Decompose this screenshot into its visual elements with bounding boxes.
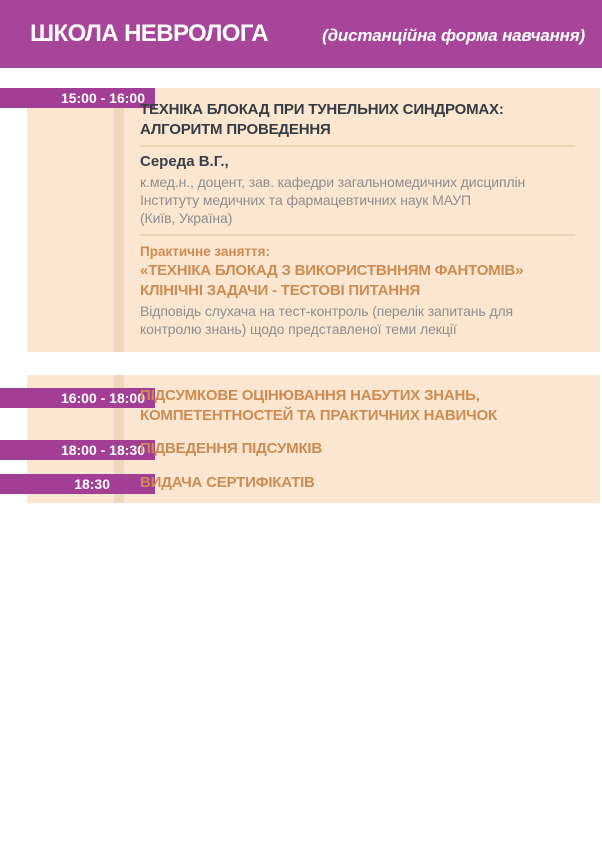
session-time-badge: 15:00 - 16:00 [0, 88, 155, 108]
header-bar [0, 0, 602, 68]
practical-title-line: КЛІНІЧНІ ЗАДАЧИ - ТЕСТОВІ ПИТАННЯ [140, 282, 421, 299]
session-title [140, 100, 592, 140]
closing-time-badge: 18:30 [0, 474, 155, 494]
closing-time-badge: 18:00 - 18:30 [0, 440, 155, 460]
closing-item-title [140, 439, 592, 459]
page-subtitle: (дистанційна форма навчання) [322, 26, 585, 45]
divider [140, 145, 575, 147]
session-title-line: ТЕХНІКА БЛОКАД ПРИ ТУНЕЛЬНИХ СИНДРОМАХ: [140, 101, 504, 118]
closing-panel [27, 375, 600, 503]
practical-session-label: Практичне заняття: [140, 244, 271, 259]
practical-session-title [140, 261, 592, 301]
practical-session-description [140, 303, 592, 338]
practical-description-line: Відповідь слухача на тест-контроль (перелік запитань для [140, 303, 514, 319]
closing-item-title-line: ПІДВЕДЕННЯ ПІДСУМКІВ [140, 440, 323, 457]
session-title-line: АЛГОРИТМ ПРОВЕДЕННЯ [140, 121, 331, 138]
practical-description-line: контролю знань) щодо представленої теми лекції [140, 320, 457, 337]
speaker-description-line: (Київ, Україна) [140, 210, 233, 226]
closing-item-title [140, 473, 592, 493]
divider [140, 234, 575, 236]
speaker-description-line: Інституту медичних та фармацевтичних наук МАУП [140, 192, 472, 208]
speaker-description-line: к.мед.н., доцент, зав. кафедри загальномедичних дисциплін [140, 174, 526, 190]
speaker-name: Середа В.Г., [140, 153, 229, 170]
closing-item-title-line: ПІДСУМКОВЕ ОЦІНЮВАННЯ НАБУТИХ ЗНАНЬ, [140, 387, 480, 404]
closing-item-title-line: КОМПЕТЕНТНОСТЕЙ ТА ПРАКТИЧНИХ НАВИЧОК [140, 407, 497, 424]
practical-title-line: «ТЕХНІКА БЛОКАД З ВИКОРИСТВННЯМ ФАНТОМІВ» [140, 262, 524, 279]
panel-left-stripe [114, 88, 124, 352]
closing-time-badge: 16:00 - 18:00 [0, 388, 155, 408]
speaker-description [140, 173, 592, 227]
session-panel [27, 88, 600, 352]
page-title: ШКОЛА НЕВРОЛОГА [30, 20, 269, 47]
closing-item-title-line: ВИДАЧА СЕРТИФІКАТІВ [140, 474, 315, 491]
closing-item-title [140, 386, 592, 426]
